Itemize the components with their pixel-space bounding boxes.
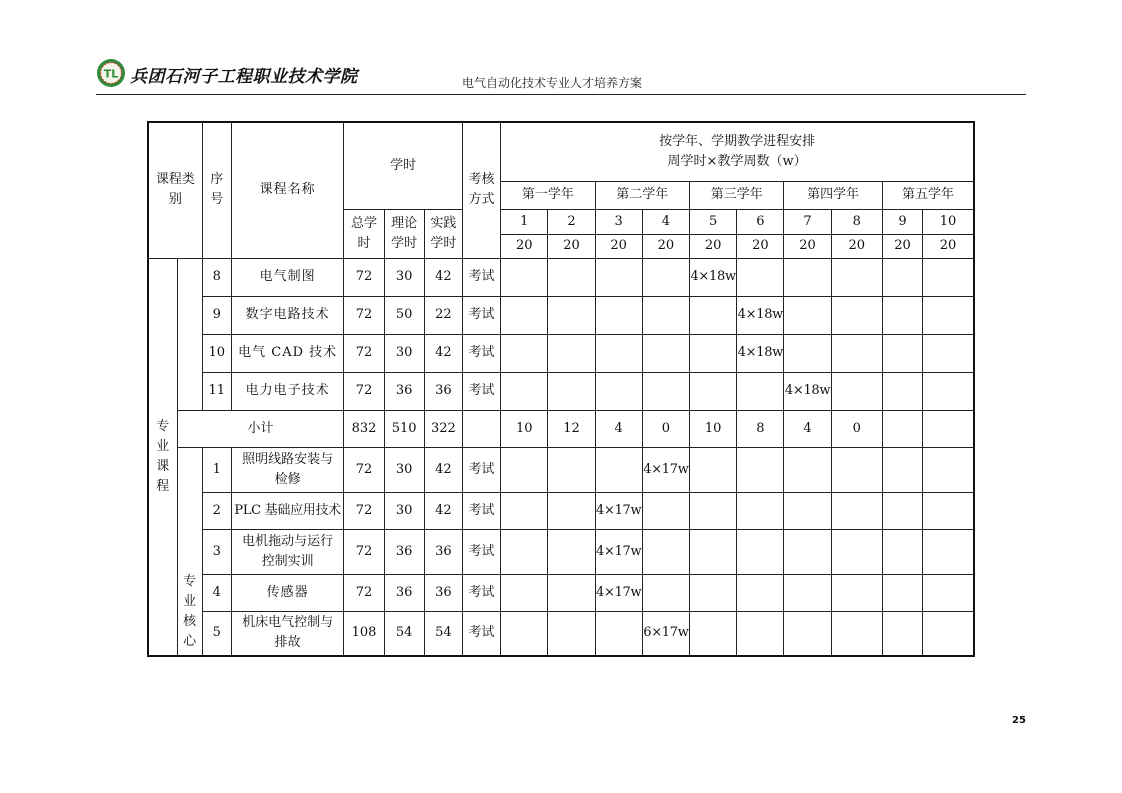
theory-hours-cell: 50 bbox=[384, 296, 424, 334]
seq-cell: 8 bbox=[202, 258, 231, 296]
semester-cell bbox=[882, 492, 922, 529]
seq-cell: 9 bbox=[202, 296, 231, 334]
course-name-cell: 电机拖动与运行 控制实训 bbox=[231, 529, 344, 574]
semester-cell bbox=[831, 529, 882, 574]
semester-cell bbox=[595, 372, 642, 410]
semester-cell bbox=[882, 334, 922, 372]
semester-cell bbox=[784, 611, 831, 656]
semester-cell bbox=[831, 492, 882, 529]
table-row bbox=[148, 492, 974, 529]
practice-hours-cell: 42 bbox=[424, 447, 462, 492]
total-hours-cell: 72 bbox=[344, 258, 384, 296]
semester-cell bbox=[784, 258, 831, 296]
header-year-2: 第二学年 bbox=[595, 181, 689, 209]
assessment-cell: 考试 bbox=[462, 611, 500, 656]
semester-cell: 4×17w bbox=[595, 574, 642, 611]
semester-cell bbox=[595, 334, 642, 372]
subtotal-semester: 10 bbox=[690, 410, 737, 447]
page-header bbox=[96, 56, 1026, 95]
document-title: 电气自动化技术专业人才培养方案 bbox=[462, 76, 643, 90]
subtotal-semester: 0 bbox=[642, 410, 689, 447]
header-year-1: 第一学年 bbox=[501, 181, 595, 209]
header-schedule: 按学年、学期教学进程安排 周学时×教学周数（w） bbox=[501, 122, 974, 181]
semester-cell bbox=[831, 296, 882, 334]
semester-cell: 4×17w bbox=[595, 492, 642, 529]
semester-cell bbox=[784, 492, 831, 529]
practice-hours-cell: 42 bbox=[424, 258, 462, 296]
weeks-8: 20 bbox=[831, 234, 882, 258]
semester-cell bbox=[737, 574, 784, 611]
semester-cell bbox=[923, 611, 974, 656]
header-hours-total: 总学 时 bbox=[344, 209, 384, 258]
theory-hours-cell: 30 bbox=[384, 258, 424, 296]
semester-cell: 4×18w bbox=[784, 372, 831, 410]
semester-cell bbox=[595, 258, 642, 296]
semester-cell bbox=[501, 372, 548, 410]
semester-5: 5 bbox=[690, 209, 737, 234]
semester-cell bbox=[737, 529, 784, 574]
table-row bbox=[148, 529, 974, 574]
theory-hours-cell: 54 bbox=[384, 611, 424, 656]
course-name-cell: 数字电路技术 bbox=[231, 296, 344, 334]
semester-cell bbox=[548, 372, 595, 410]
semester-cell bbox=[595, 611, 642, 656]
semester-cell bbox=[831, 258, 882, 296]
subcategory-core: 专 业 核 心 bbox=[177, 529, 202, 656]
weeks-2: 20 bbox=[548, 234, 595, 258]
table-row bbox=[148, 574, 974, 611]
total-hours-cell: 72 bbox=[344, 447, 384, 492]
course-name-cell: 照明线路安装与 检修 bbox=[231, 447, 344, 492]
semester-cell bbox=[923, 334, 974, 372]
semester-cell: 4×17w bbox=[595, 529, 642, 574]
semester-cell bbox=[642, 258, 689, 296]
semester-1: 1 bbox=[501, 209, 548, 234]
course-name-cell: PLC 基础应用技术 bbox=[231, 492, 344, 529]
total-hours-cell: 72 bbox=[344, 372, 384, 410]
seq-cell: 5 bbox=[202, 611, 231, 656]
total-hours-cell: 108 bbox=[344, 611, 384, 656]
semester-cell bbox=[882, 529, 922, 574]
semester-10: 10 bbox=[923, 209, 974, 234]
assessment-cell: 考试 bbox=[462, 574, 500, 611]
semester-cell bbox=[882, 296, 922, 334]
assessment-cell: 考试 bbox=[462, 529, 500, 574]
semester-cell bbox=[737, 258, 784, 296]
weeks-3: 20 bbox=[595, 234, 642, 258]
school-logo-icon bbox=[96, 58, 126, 88]
semester-cell bbox=[784, 529, 831, 574]
semester-cell bbox=[642, 529, 689, 574]
table-row bbox=[148, 334, 974, 372]
semester-cell bbox=[831, 372, 882, 410]
seq-cell: 2 bbox=[202, 492, 231, 529]
table-row bbox=[148, 296, 974, 334]
theory-hours-cell: 36 bbox=[384, 372, 424, 410]
subcategory-top-blank bbox=[177, 447, 202, 529]
course-name-cell: 机床电气控制与 排故 bbox=[231, 611, 344, 656]
theory-hours-cell: 30 bbox=[384, 447, 424, 492]
semester-cell bbox=[548, 574, 595, 611]
semester-2: 2 bbox=[548, 209, 595, 234]
semester-cell bbox=[642, 372, 689, 410]
assessment-cell: 考试 bbox=[462, 447, 500, 492]
semester-cell bbox=[923, 372, 974, 410]
semester-cell: 4×17w bbox=[642, 447, 689, 492]
category-professional: 专 业 课 程 bbox=[148, 258, 177, 656]
semester-cell bbox=[690, 447, 737, 492]
semester-cell bbox=[501, 574, 548, 611]
practice-hours-cell: 36 bbox=[424, 574, 462, 611]
header-hours-practice: 实践 学时 bbox=[424, 209, 462, 258]
page-number: 25 bbox=[1012, 715, 1026, 726]
semester-7: 7 bbox=[784, 209, 831, 234]
total-hours-cell: 72 bbox=[344, 574, 384, 611]
semester-cell bbox=[642, 334, 689, 372]
header-year-3: 第三学年 bbox=[690, 181, 784, 209]
semester-cell bbox=[548, 529, 595, 574]
semester-cell bbox=[690, 574, 737, 611]
table-row bbox=[148, 611, 974, 656]
semester-cell bbox=[501, 296, 548, 334]
semester-cell bbox=[923, 296, 974, 334]
semester-cell bbox=[923, 529, 974, 574]
subtotal-semester: 10 bbox=[501, 410, 548, 447]
assessment-cell: 考试 bbox=[462, 372, 500, 410]
semester-cell bbox=[501, 492, 548, 529]
semester-cell bbox=[923, 447, 974, 492]
semester-cell bbox=[548, 258, 595, 296]
semester-cell bbox=[501, 334, 548, 372]
subtotal-semester: 0 bbox=[831, 410, 882, 447]
header-hours-theory: 理论 学时 bbox=[384, 209, 424, 258]
theory-hours-cell: 36 bbox=[384, 529, 424, 574]
subtotal-semester bbox=[882, 410, 922, 447]
subtotal-theory: 510 bbox=[384, 410, 424, 447]
semester-cell bbox=[548, 334, 595, 372]
semester-cell bbox=[642, 296, 689, 334]
semester-cell bbox=[737, 372, 784, 410]
subtotal-semester bbox=[923, 410, 974, 447]
table-row bbox=[148, 258, 974, 296]
subtotal-semester: 4 bbox=[595, 410, 642, 447]
weeks-1: 20 bbox=[501, 234, 548, 258]
practice-hours-cell: 42 bbox=[424, 492, 462, 529]
total-hours-cell: 72 bbox=[344, 492, 384, 529]
semester-cell: 4×18w bbox=[737, 296, 784, 334]
weeks-10: 20 bbox=[923, 234, 974, 258]
semester-cell bbox=[831, 334, 882, 372]
course-name-cell: 电力电子技术 bbox=[231, 372, 344, 410]
semester-cell bbox=[784, 334, 831, 372]
seq-cell: 1 bbox=[202, 447, 231, 492]
semester-cell bbox=[501, 611, 548, 656]
semester-cell bbox=[882, 372, 922, 410]
subtotal-assessment bbox=[462, 410, 500, 447]
course-name-cell: 电气 CAD 技术 bbox=[231, 334, 344, 372]
semester-cell bbox=[737, 611, 784, 656]
semester-cell bbox=[690, 611, 737, 656]
total-hours-cell: 72 bbox=[344, 529, 384, 574]
theory-hours-cell: 30 bbox=[384, 334, 424, 372]
weeks-6: 20 bbox=[737, 234, 784, 258]
semester-cell bbox=[882, 574, 922, 611]
weeks-9: 20 bbox=[882, 234, 922, 258]
subtotal-total: 832 bbox=[344, 410, 384, 447]
semester-cell bbox=[831, 611, 882, 656]
semester-cell bbox=[831, 447, 882, 492]
semester-cell bbox=[831, 574, 882, 611]
semester-4: 4 bbox=[642, 209, 689, 234]
semester-cell bbox=[642, 492, 689, 529]
seq-cell: 10 bbox=[202, 334, 231, 372]
assessment-cell: 考试 bbox=[462, 492, 500, 529]
seq-cell: 11 bbox=[202, 372, 231, 410]
semester-cell bbox=[784, 296, 831, 334]
header-year-4: 第四学年 bbox=[784, 181, 882, 209]
table-row bbox=[148, 447, 974, 492]
teaching-plan-table bbox=[147, 121, 975, 657]
assessment-cell: 考试 bbox=[462, 334, 500, 372]
semester-cell bbox=[501, 447, 548, 492]
semester-cell bbox=[923, 492, 974, 529]
semester-cell bbox=[784, 574, 831, 611]
semester-cell bbox=[690, 334, 737, 372]
school-name: 兵团石河子工程职业技术学院 bbox=[130, 67, 358, 87]
semester-8: 8 bbox=[831, 209, 882, 234]
semester-cell bbox=[923, 258, 974, 296]
theory-hours-cell: 30 bbox=[384, 492, 424, 529]
header-course-name: 课程名称 bbox=[231, 122, 344, 258]
practice-hours-cell: 36 bbox=[424, 372, 462, 410]
semester-cell bbox=[595, 447, 642, 492]
header-year-5: 第五学年 bbox=[882, 181, 974, 209]
semester-9: 9 bbox=[882, 209, 922, 234]
course-name-cell: 传感器 bbox=[231, 574, 344, 611]
subtotal-semester: 12 bbox=[548, 410, 595, 447]
semester-cell bbox=[784, 447, 831, 492]
semester-3: 3 bbox=[595, 209, 642, 234]
subcategory-blank bbox=[177, 258, 202, 410]
total-hours-cell: 72 bbox=[344, 296, 384, 334]
semester-cell bbox=[737, 447, 784, 492]
semester-cell bbox=[690, 492, 737, 529]
semester-cell bbox=[690, 296, 737, 334]
practice-hours-cell: 36 bbox=[424, 529, 462, 574]
assessment-cell: 考试 bbox=[462, 296, 500, 334]
semester-cell bbox=[642, 574, 689, 611]
semester-cell bbox=[548, 447, 595, 492]
subtotal-row bbox=[148, 410, 974, 447]
semester-cell: 6×17w bbox=[642, 611, 689, 656]
assessment-cell: 考试 bbox=[462, 258, 500, 296]
semester-cell bbox=[690, 529, 737, 574]
semester-cell bbox=[923, 574, 974, 611]
theory-hours-cell: 36 bbox=[384, 574, 424, 611]
header-category: 课程类 别 bbox=[148, 122, 202, 258]
semester-cell bbox=[882, 447, 922, 492]
seq-cell: 4 bbox=[202, 574, 231, 611]
header-row-1 bbox=[148, 122, 974, 181]
subtotal-label: 小计 bbox=[177, 410, 344, 447]
semester-cell bbox=[548, 492, 595, 529]
semester-cell bbox=[882, 611, 922, 656]
practice-hours-cell: 42 bbox=[424, 334, 462, 372]
subtotal-semester: 8 bbox=[737, 410, 784, 447]
semester-6: 6 bbox=[737, 209, 784, 234]
table-row bbox=[148, 372, 974, 410]
course-name-cell: 电气制图 bbox=[231, 258, 344, 296]
subtotal-practice: 322 bbox=[424, 410, 462, 447]
semester-cell bbox=[737, 492, 784, 529]
header-assessment: 考核 方式 bbox=[462, 122, 500, 258]
header-seq: 序 号 bbox=[202, 122, 231, 258]
semester-cell bbox=[690, 372, 737, 410]
seq-cell: 3 bbox=[202, 529, 231, 574]
semester-cell bbox=[548, 611, 595, 656]
semester-cell bbox=[882, 258, 922, 296]
practice-hours-cell: 22 bbox=[424, 296, 462, 334]
semester-cell bbox=[501, 529, 548, 574]
total-hours-cell: 72 bbox=[344, 334, 384, 372]
practice-hours-cell: 54 bbox=[424, 611, 462, 656]
weeks-7: 20 bbox=[784, 234, 831, 258]
semester-cell bbox=[595, 296, 642, 334]
subtotal-semester: 4 bbox=[784, 410, 831, 447]
semester-cell bbox=[548, 296, 595, 334]
header-hours: 学时 bbox=[344, 122, 463, 209]
logo-letters: TL bbox=[103, 67, 119, 81]
semester-cell: 4×18w bbox=[737, 334, 784, 372]
weeks-5: 20 bbox=[690, 234, 737, 258]
semester-cell: 4×18w bbox=[690, 258, 737, 296]
weeks-4: 20 bbox=[642, 234, 689, 258]
semester-cell bbox=[501, 258, 548, 296]
